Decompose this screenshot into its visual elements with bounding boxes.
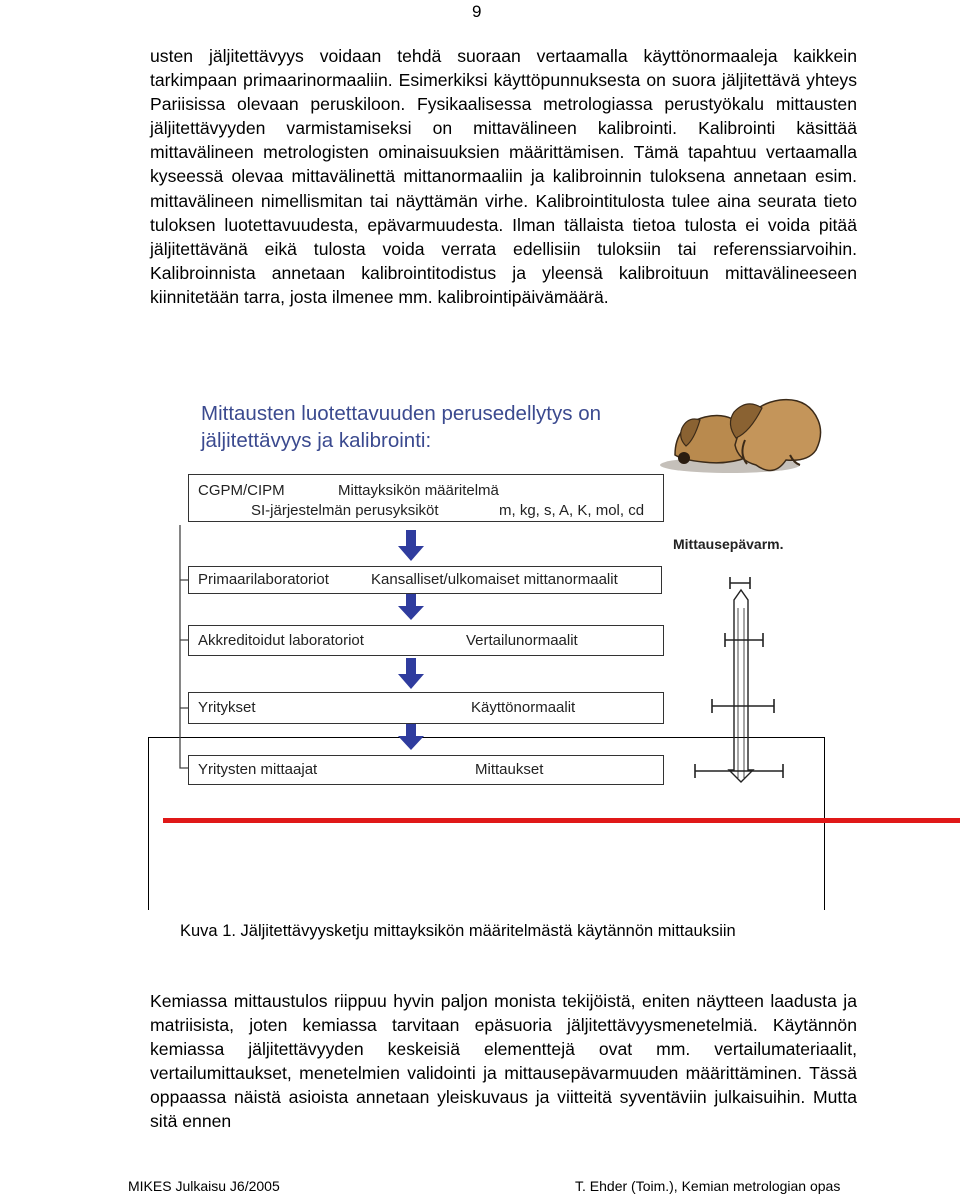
top-box xyxy=(188,474,664,522)
arrow-down-icon xyxy=(398,530,424,561)
uncertainty-arrow-icon xyxy=(729,590,753,782)
level-4-right: Mittaukset xyxy=(475,761,544,778)
arrow-down-icon xyxy=(398,594,424,620)
level-1-right: Kansalliset/ulkomaiset mittanormaalit xyxy=(371,571,618,588)
red-separator xyxy=(163,818,960,823)
uncertainty-bars xyxy=(695,577,783,778)
level-3-right: Käyttönormaalit xyxy=(471,699,576,716)
connector-line xyxy=(180,525,188,768)
page-number: 9 xyxy=(472,2,482,21)
arrow-down-icon xyxy=(398,724,424,750)
figure-caption: Kuva 1. Jäljitettävyysketju mittayksikön määritelmästä käytännön mittauksiin xyxy=(180,922,736,940)
level-box-4 xyxy=(188,755,664,785)
footer-publication: MIKES Julkaisu J6/2005 xyxy=(128,1178,280,1194)
footer-editor: T. Ehder (Toim.), Kemian metrologian opas xyxy=(575,1178,841,1194)
body-paragraph-2: Kemiassa mittaustulos riippuu hyvin paljon monista tekijöistä, eniten näytteen laadusta ja matriisista, joten kemiassa tarvitaan epäsuoria jäljitettävyysmenetelmiä. Käytännön kemiassa jäljitettävyyden keskeisiä elementtejä ovat mm. vertailumateriaalit, vertailumittaukset, menetelmien validointi ja mittausepävarmuuden määrittäminen. Tässä oppaassa näistä asioista annetaan yleiskuvaus ja viitteitä syventäviin julkaisuihin. Mutta sitä ennen xyxy=(150,991,857,1132)
level-3-left: Yritykset xyxy=(198,699,256,716)
level-box-1 xyxy=(188,566,662,594)
figure-title: Mittausten luotettavuuden perusedellytys on jäljitettävyys ja kalibrointi: xyxy=(201,402,602,452)
top-box-org: CGPM/CIPM xyxy=(198,482,285,499)
dogs-illustration xyxy=(660,400,821,473)
level-1-left: Primaarilaboratoriot xyxy=(198,571,329,588)
level-4-left: Yritysten mittaajat xyxy=(198,761,318,778)
top-box-units: m, kg, s, A, K, mol, cd xyxy=(499,502,645,519)
top-box-definition: Mittayksikön määritelmä xyxy=(338,482,499,499)
top-box-si: SI-järjestelmän perusyksiköt xyxy=(251,502,439,519)
uncertainty-label: Mittausepävarm. xyxy=(673,536,784,552)
level-box-3 xyxy=(188,692,664,724)
level-box-2 xyxy=(188,625,664,656)
arrow-down-icon xyxy=(398,658,424,689)
level-2-left: Akkreditoidut laboratoriot xyxy=(198,632,364,649)
level-2-right: Vertailunormaalit xyxy=(466,632,578,649)
body-paragraph-1: usten jäljitettävyys voidaan tehdä suoraan vertaamalla käyttönormaaleja kaikkein tarkimpaan primaarinormaaliin. Esimerkiksi käyttöpunnuksesta on suora jäljitettävä yhteys Pariisissa olevaan peruskiloon. Fysikaalisessa metrologiassa perustyökalu mittausten jäljitettävyyden varmistamiseksi on mittavälineen kalibrointi. Kalibrointi käsittää mittavälineen metrologisten ominaisuuksien määrittämisen. Tämä tapahtuu vertaamalla kyseessä olevaa mittavälinettä mittanormaaliin ja kalibroinnin tuloksena annetaan esim. mittavälineen nimellismitan tai näyttämän virhe. Kalibrointitulosta tulee aina seurata tieto tuloksen luotettavuudesta, epävarmuudesta. Ilman tällaista tietoa tulosta ei voida pitää jäljitettävänä eikä tulosta voida verrata edellisiin tuloksiin tai referenssiarvoihin. Kalibroinnista annetaan kalibrointitodistus ja yleensä kalibroituun mittavälineeseen kiinnitetään tarra, josta ilmenee mm. kalibrointipäivämäärä. xyxy=(150,46,857,307)
